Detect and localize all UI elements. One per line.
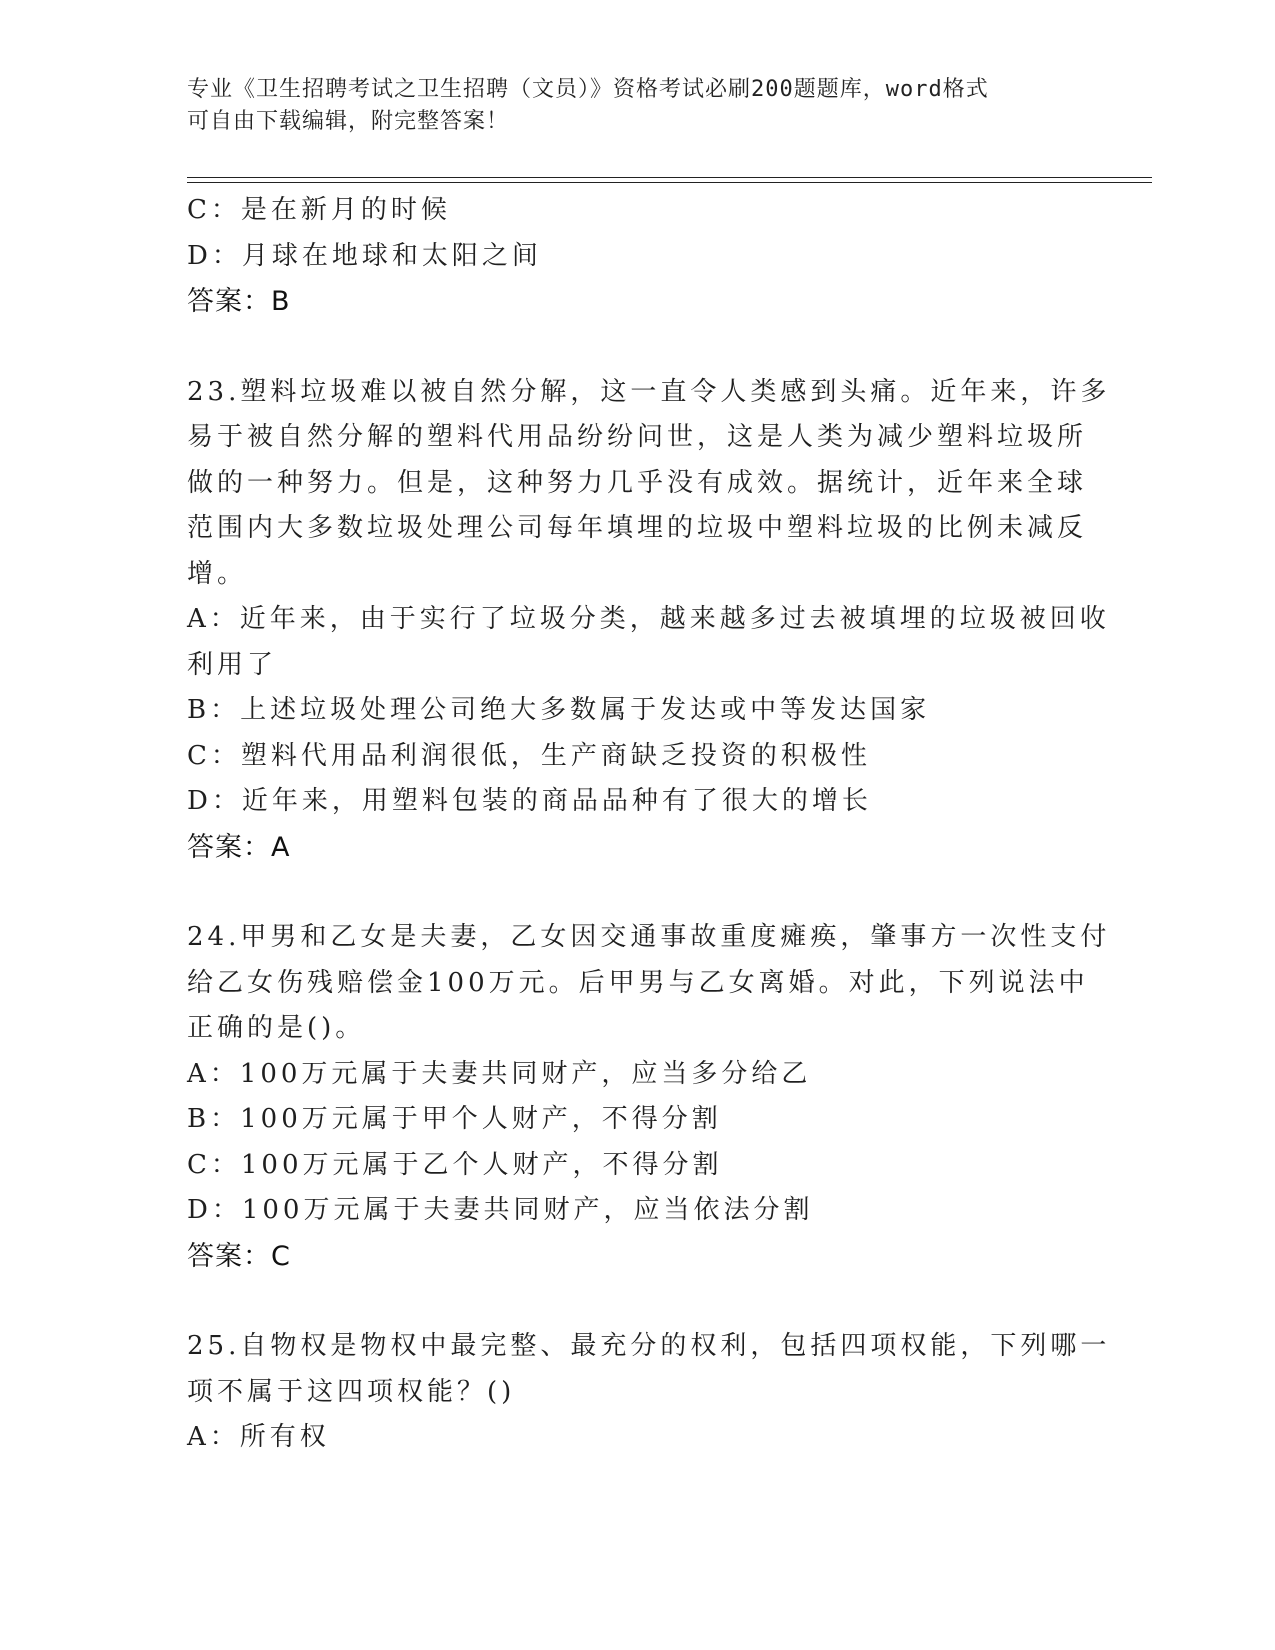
option-line: A：100万元属于夫妻共同财产，应当多分给乙: [187, 1058, 812, 1089]
header-rule-top: [187, 177, 1152, 178]
document-header: [187, 74, 1067, 138]
option-line: B：100万元属于甲个人财产，不得分割: [187, 1104, 722, 1134]
spacer: [187, 325, 1077, 370]
option-line: D：月球在地球和太阳之间: [187, 240, 542, 271]
answer-line: 答案：A: [187, 831, 291, 863]
answer-line: 答案：C: [187, 1240, 291, 1272]
question-stem-line: 给乙女伤残赔偿金100万元。后甲男与乙女离婚。对此，下列说法中: [187, 967, 1089, 998]
answer-line: 答案：B: [187, 286, 291, 317]
header-line-2: 可自由下载编辑，附完整答案！: [187, 109, 510, 134]
option-line: A：近年来，由于实行了垃圾分类，越来越多过去被填埋的垃圾被回收: [187, 604, 1110, 634]
spacer: [187, 1279, 1077, 1324]
question-stem-line: 做的一种努力。但是，这种努力几乎没有成效。据统计，近年来全球: [187, 467, 1088, 498]
spacer: [187, 870, 1077, 915]
question-23: [187, 370, 1111, 871]
option-line: D：100万元属于夫妻共同财产，应当依法分割: [187, 1195, 814, 1225]
header-line-1: 专业《卫生招聘考试之卫生招聘（文员）》资格考试必刷200题题库，word格式: [187, 77, 989, 102]
question-stem-line: 正确的是()。: [187, 1013, 366, 1043]
option-line: B：上述垃圾处理公司绝大多数属于发达或中等发达国家: [187, 695, 931, 725]
option-line: D：近年来，用塑料包装的商品品种有了很大的增长: [187, 786, 872, 816]
option-line: C：是在新月的时候: [187, 195, 451, 225]
header-rule-bottom: [187, 182, 1152, 183]
option-line: C：100万元属于乙个人财产，不得分割: [187, 1149, 723, 1180]
question-stem-line: 24.甲男和乙女是夫妻，乙女因交通事故重度瘫痪，肇事方一次性支付: [187, 922, 1111, 952]
question-22-tail: [187, 188, 1077, 325]
option-line: 利用了: [187, 649, 278, 680]
question-stem-line: 项不属于这四项权能？(): [187, 1376, 516, 1407]
question-stem-line: 23.塑料垃圾难以被自然分解，这一直令人类感到头痛。近年来，许多: [187, 376, 1111, 407]
question-stem-line: 范围内大多数垃圾处理公司每年填埋的垃圾中塑料垃圾的比例未减反: [187, 513, 1088, 543]
document-body: [187, 188, 1111, 1461]
option-line: C：塑料代用品利润很低，生产商缺乏投资的积极性: [187, 740, 871, 771]
question-24: [187, 915, 1111, 1279]
question-stem-line: 易于被自然分解的塑料代用品纷纷问世，这是人类为减少塑料垃圾所: [187, 422, 1088, 452]
question-stem-line: 25.自物权是物权中最完整、最充分的权利，包括四项权能，下列哪一: [187, 1331, 1111, 1361]
question-25: [187, 1324, 1111, 1461]
question-stem-line: 增。: [187, 558, 248, 589]
option-line: A：所有权: [187, 1422, 330, 1452]
